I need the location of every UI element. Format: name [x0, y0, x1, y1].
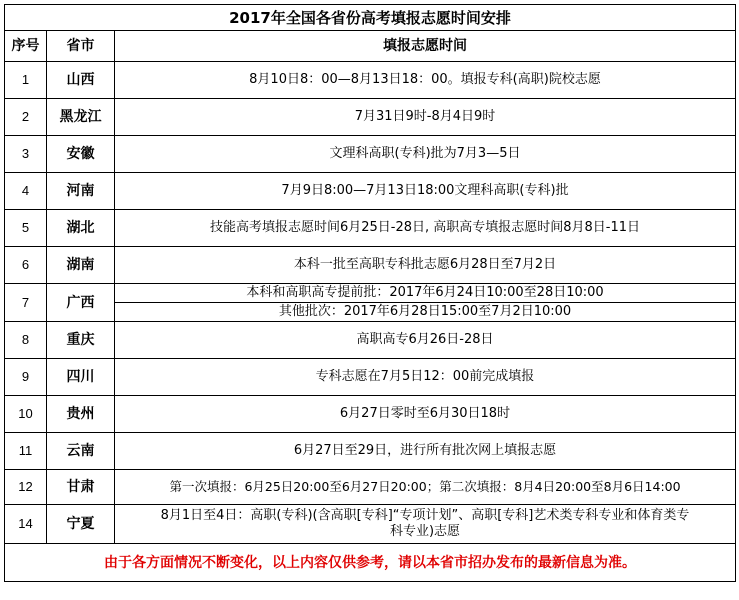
- table-row: [5, 284, 736, 303]
- row-province: 宁夏: [47, 505, 115, 544]
- table-row: [5, 433, 736, 470]
- row-index: 3: [5, 136, 47, 173]
- table-row: [5, 62, 736, 99]
- row-time: 文理科高职(专科)批为7月3—5日: [115, 136, 736, 173]
- table-row: [5, 322, 736, 359]
- row-province: 黑龙江: [47, 99, 115, 136]
- table-row: [5, 470, 736, 505]
- row-time: 7月31日9时-8月4日9时: [115, 99, 736, 136]
- row-time: 7月9日8:00—7月13日18:00文理科高职(专科)批: [115, 173, 736, 210]
- row-time: 8月1日至4日：高职(专科)(含高职[专科]“专项计划”、高职[专科]艺术类专科专业和体育类专科专业)志愿: [115, 505, 736, 544]
- table-row: [5, 247, 736, 284]
- row-province: 广西: [47, 284, 115, 322]
- table-row: [5, 396, 736, 433]
- row-index: 6: [5, 247, 47, 284]
- row-time: 6月27日零时至6月30日18时: [115, 396, 736, 433]
- row-time: 专科志愿在7月5日12：00前完成填报: [115, 359, 736, 396]
- row-time-line-2: 其他批次：2017年6月28日15:00至7月2日10:00: [115, 303, 736, 322]
- row-index: 1: [5, 62, 47, 99]
- row-index: 5: [5, 210, 47, 247]
- header-time: 填报志愿时间: [115, 31, 736, 62]
- row-index: 9: [5, 359, 47, 396]
- row-index: 10: [5, 396, 47, 433]
- table-title: 2017年全国各省份高考填报志愿时间安排: [5, 5, 736, 31]
- row-province: 湖南: [47, 247, 115, 284]
- row-index: 2: [5, 99, 47, 136]
- row-index: 12: [5, 470, 47, 505]
- row-province: 甘肃: [47, 470, 115, 505]
- row-index: 8: [5, 322, 47, 359]
- row-time-line-1: 本科和高职高专提前批：2017年6月24日10:00至28日10:00: [115, 284, 736, 303]
- row-time: 6月27日至29日，进行所有批次网上填报志愿: [115, 433, 736, 470]
- row-province: 安徽: [47, 136, 115, 173]
- table-row: [5, 99, 736, 136]
- header-index: 序号: [5, 31, 47, 62]
- admission-schedule-table: [4, 4, 736, 582]
- row-index: 4: [5, 173, 47, 210]
- row-index: 7: [5, 284, 47, 322]
- table-row: [5, 505, 736, 544]
- row-time: 高职高专6月26日-28日: [115, 322, 736, 359]
- table-row: [5, 210, 736, 247]
- row-province: 云南: [47, 433, 115, 470]
- row-index: 11: [5, 433, 47, 470]
- row-province: 山西: [47, 62, 115, 99]
- header-province: 省市: [47, 31, 115, 62]
- row-province: 湖北: [47, 210, 115, 247]
- table-row: [5, 136, 736, 173]
- row-province: 贵州: [47, 396, 115, 433]
- row-time: 第一次填报：6月25日20:00至6月27日20:00；第二次填报：8月4日20:00至8月6日14:00: [115, 470, 736, 505]
- row-index: 14: [5, 505, 47, 544]
- table-row: [5, 359, 736, 396]
- row-time: 技能高考填报志愿时间6月25日-28日, 高职高专填报志愿时间8月8日-11日: [115, 210, 736, 247]
- row-province: 四川: [47, 359, 115, 396]
- disclaimer-notice: 由于各方面情况不断变化，以上内容仅供参考，请以本省市招办发布的最新信息为准。: [5, 544, 736, 582]
- row-province: 河南: [47, 173, 115, 210]
- row-province: 重庆: [47, 322, 115, 359]
- row-time: 8月10日8：00—8月13日18：00。填报专科(高职)院校志愿: [115, 62, 736, 99]
- table-row: [5, 173, 736, 210]
- row-time: 本科一批至高职专科批志愿6月28日至7月2日: [115, 247, 736, 284]
- table-row-continued: [5, 303, 736, 322]
